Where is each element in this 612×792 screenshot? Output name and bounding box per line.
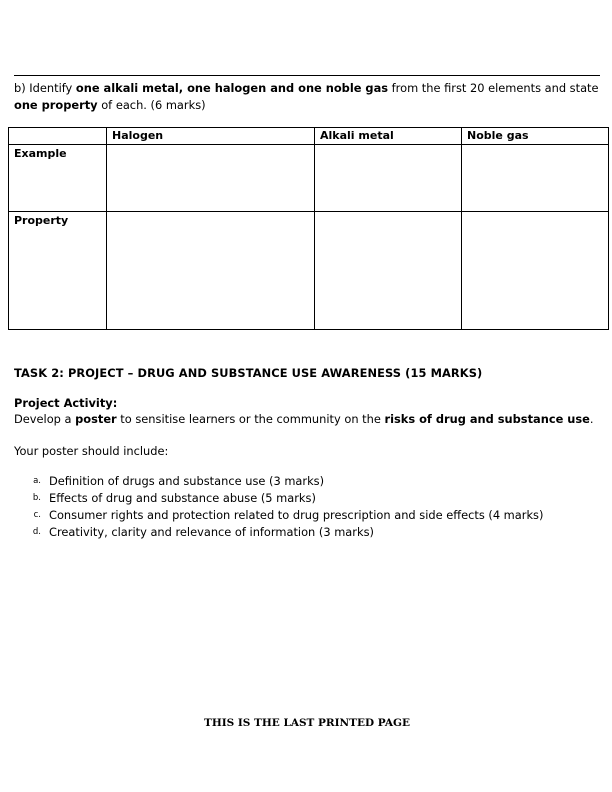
activity-part: Develop a xyxy=(14,412,76,426)
task2-title: TASK 2: PROJECT – DRUG AND SUBSTANCE USE AWARENESS (15 MARKS) xyxy=(14,366,483,380)
table-header-alkali-metal: Alkali metal xyxy=(315,128,462,145)
list-item xyxy=(14,524,543,541)
poster-intro: Your poster should include: xyxy=(14,444,169,458)
answer-cell-noble-property[interactable] xyxy=(462,212,609,330)
project-activity-heading: Project Activity: xyxy=(14,396,118,410)
list-item xyxy=(14,473,543,490)
last-page-footer: THIS IS THE LAST PRINTED PAGE xyxy=(204,717,410,729)
activity-part-bold: risks of drug and substance use xyxy=(384,412,590,426)
answer-cell-alkali-example[interactable] xyxy=(315,145,462,212)
list-item-text: Consumer rights and protection related to drug prescription and side effects (4 marks) xyxy=(49,508,544,522)
list-marker: a. xyxy=(33,476,41,486)
list-item-text: Creativity, clarity and relevance of information (3 marks) xyxy=(49,525,374,539)
row-label-example: Example xyxy=(9,145,107,212)
list-item-text: Definition of drugs and substance use (3 marks) xyxy=(49,474,325,488)
question-b-part: of each. (6 marks) xyxy=(97,98,206,112)
question-b xyxy=(14,80,604,114)
answer-cell-noble-example[interactable] xyxy=(462,145,609,212)
list-marker: d. xyxy=(32,527,41,537)
table-row-property xyxy=(9,212,609,330)
activity-part-bold: poster xyxy=(75,412,117,426)
table-row-example xyxy=(9,145,609,212)
table-header-noble-gas: Noble gas xyxy=(462,128,609,145)
list-item xyxy=(14,490,543,507)
list-item-text: Effects of drug and substance abuse (5 marks) xyxy=(49,491,316,505)
question-b-part: from the first 20 elements and state xyxy=(388,81,599,95)
answer-cell-halogen-example[interactable] xyxy=(107,145,315,212)
project-activity-text xyxy=(14,412,604,426)
question-b-part-bold: one property xyxy=(14,98,98,112)
activity-part: . xyxy=(589,412,594,426)
list-marker: c. xyxy=(33,510,41,520)
elements-table xyxy=(8,127,609,330)
answer-cell-alkali-property[interactable] xyxy=(315,212,462,330)
answer-cell-halogen-property[interactable] xyxy=(107,212,315,330)
question-b-part-bold: one alkali metal, one halogen and one noble gas xyxy=(75,81,389,95)
question-b-part: b) Identify xyxy=(14,81,76,95)
requirements-list xyxy=(14,473,543,541)
answer-line xyxy=(14,75,600,76)
list-item xyxy=(14,507,543,524)
row-label-property: Property xyxy=(9,212,107,330)
table-header-empty xyxy=(9,128,107,145)
table-header-halogen: Halogen xyxy=(107,128,315,145)
list-marker: b. xyxy=(32,493,41,503)
table-header-row xyxy=(9,128,609,145)
activity-part: to sensitise learners or the community on the xyxy=(116,412,385,426)
